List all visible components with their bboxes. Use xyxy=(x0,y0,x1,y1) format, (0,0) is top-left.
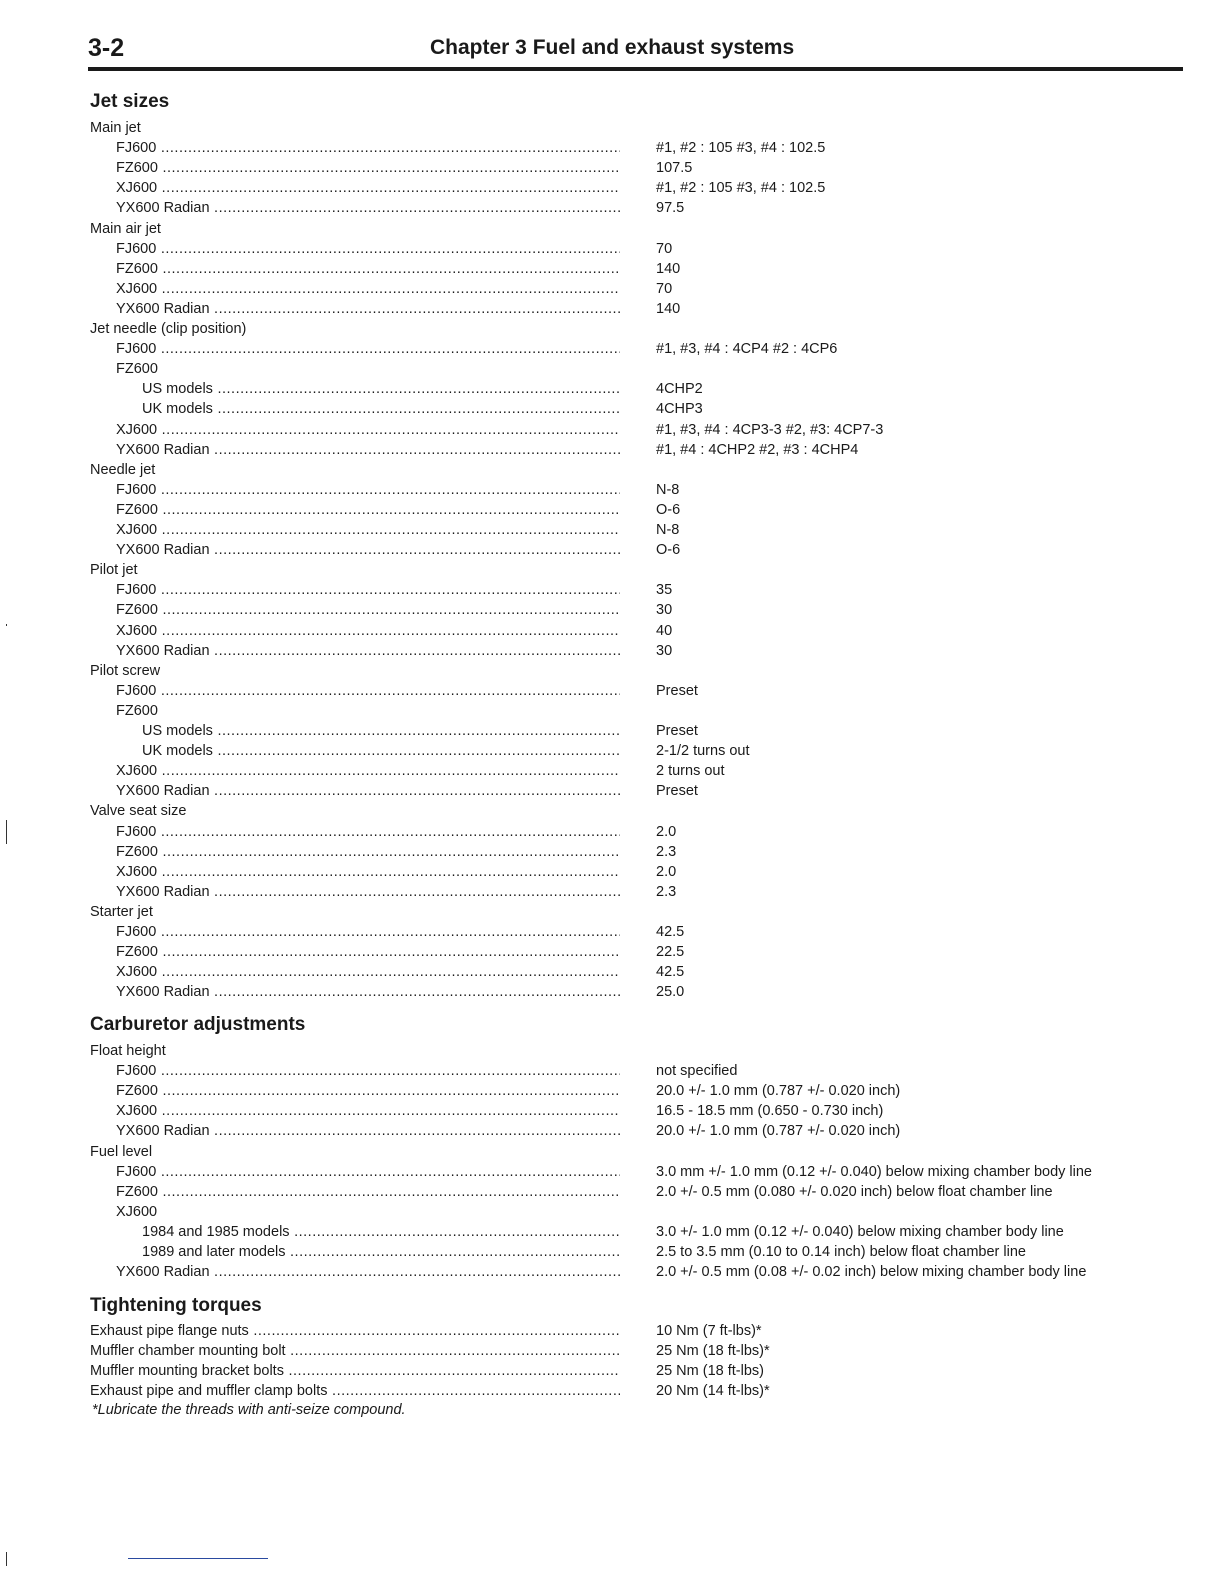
spec-label: UK models ..... xyxy=(142,399,620,419)
spec-label: XJ600 ..... xyxy=(116,761,620,781)
spec-value: 140 xyxy=(656,300,681,317)
spec-row xyxy=(0,138,1224,158)
spec-value: 4CHP2 xyxy=(656,381,703,398)
spec-label: FZ600 xyxy=(116,702,158,719)
spec-row xyxy=(0,1381,1224,1401)
spec-label: XJ600 ..... xyxy=(116,420,620,440)
spec-value: 20.0 +/- 1.0 mm (0.787 +/- 0.020 inch) xyxy=(656,1083,901,1100)
spec-label: YX600 Radian ..... xyxy=(116,198,620,218)
spec-row xyxy=(0,1202,1224,1222)
spec-value: 2.0 +/- 0.5 mm (0.08 +/- 0.02 inch) below mixing chamber body line xyxy=(656,1264,1087,1281)
spec-label: XJ600 ..... xyxy=(116,520,620,540)
spec-row xyxy=(0,560,1224,580)
spec-label: FJ600 ..... xyxy=(116,339,620,359)
spec-label: XJ600 ..... xyxy=(116,862,620,882)
spec-value: 30 xyxy=(656,602,673,619)
spec-row xyxy=(0,1121,1224,1141)
spec-row xyxy=(0,339,1224,359)
spec-value: 70 xyxy=(656,240,673,257)
spec-label: FZ600 ..... xyxy=(116,842,620,862)
spec-label: YX600 Radian ..... xyxy=(116,641,620,661)
spec-label: FJ600 ..... xyxy=(116,580,620,600)
spec-value: 35 xyxy=(656,582,673,599)
spec-value: 2.0 +/- 0.5 mm (0.080 +/- 0.020 inch) below float chamber line xyxy=(656,1183,1053,1200)
spec-row xyxy=(0,379,1224,399)
spec-row xyxy=(0,1061,1224,1081)
spec-row xyxy=(0,1041,1224,1061)
spec-row xyxy=(0,460,1224,480)
spec-label: YX600 Radian ..... xyxy=(116,299,620,319)
spec-row xyxy=(0,239,1224,259)
spec-label: FZ600 ..... xyxy=(116,158,620,178)
spec-label: Pilot jet xyxy=(90,562,138,579)
spec-row xyxy=(0,1162,1224,1182)
spec-label: FZ600 ..... xyxy=(116,259,620,279)
spec-label: YX600 Radian ..... xyxy=(116,1262,620,1282)
spec-row xyxy=(0,1081,1224,1101)
page-number: 3-2 xyxy=(88,34,125,62)
spec-label: FJ600 ..... xyxy=(116,1162,620,1182)
spec-value: O-6 xyxy=(656,501,681,518)
spec-label: FJ600 ..... xyxy=(116,480,620,500)
spec-row xyxy=(0,1182,1224,1202)
spec-label: YX600 Radian ..... xyxy=(116,440,620,460)
spec-row xyxy=(0,741,1224,761)
spec-value: 2.3 xyxy=(656,843,677,860)
spec-row xyxy=(0,500,1224,520)
spec-row xyxy=(0,842,1224,862)
spec-value: 97.5 xyxy=(656,200,685,217)
spec-row xyxy=(0,259,1224,279)
spec-label: US models ..... xyxy=(142,721,620,741)
spec-value: 2.0 xyxy=(656,823,677,840)
spec-value: 25 Nm (18 ft-lbs) xyxy=(656,1363,764,1379)
spec-label: US models ..... xyxy=(142,379,620,399)
header-rule xyxy=(88,67,1183,71)
spec-value: #1, #3, #4 : 4CP3-3 #2, #3: 4CP7-3 xyxy=(656,421,884,438)
spec-value: Preset xyxy=(656,783,698,800)
spec-row xyxy=(0,681,1224,701)
spec-row xyxy=(0,520,1224,540)
spec-value: 3.0 mm +/- 1.0 mm (0.12 +/- 0.040) below mixing chamber body line xyxy=(656,1163,1092,1180)
spec-row xyxy=(0,158,1224,178)
spec-label: 1989 and later models ..... xyxy=(142,1242,620,1262)
spec-label: XJ600 ..... xyxy=(116,962,620,982)
spec-label: Exhaust pipe and muffler clamp bolts ..... xyxy=(90,1381,620,1401)
spec-label: FZ600 ..... xyxy=(116,942,620,962)
spec-label: Valve seat size xyxy=(90,803,187,820)
spec-label: Muffler mounting bracket bolts ..... xyxy=(90,1361,620,1381)
spec-row xyxy=(0,781,1224,801)
spec-label: FJ600 ..... xyxy=(116,681,620,701)
spec-value: 16.5 - 18.5 mm (0.650 - 0.730 inch) xyxy=(656,1103,884,1120)
margin-mark xyxy=(6,1552,7,1566)
spec-row xyxy=(0,701,1224,721)
spec-value: 4CHP3 xyxy=(656,401,703,418)
spec-row xyxy=(0,118,1224,138)
spec-value: 25.0 xyxy=(656,984,685,1001)
spec-label: Fuel level xyxy=(90,1143,153,1160)
spec-row xyxy=(0,962,1224,982)
spec-row xyxy=(0,440,1224,460)
spec-label: Jet needle (clip position) xyxy=(90,321,247,337)
spec-row xyxy=(0,178,1224,198)
spec-value: 25 Nm (18 ft-lbs)* xyxy=(656,1343,770,1359)
section-title: Jet sizes xyxy=(90,91,170,112)
spec-value: 22.5 xyxy=(656,944,685,961)
spec-row xyxy=(0,279,1224,299)
spec-value: 10 Nm (7 ft-lbs)* xyxy=(656,1323,762,1339)
spec-row xyxy=(0,902,1224,922)
spec-value: 30 xyxy=(656,642,673,659)
spec-row xyxy=(0,862,1224,882)
spec-value: 2.5 to 3.5 mm (0.10 to 0.14 inch) below float chamber line xyxy=(656,1244,1026,1260)
spec-label: Main air jet xyxy=(90,220,161,237)
spec-value: 20.0 +/- 1.0 mm (0.787 +/- 0.020 inch) xyxy=(656,1123,901,1140)
spec-row xyxy=(0,942,1224,962)
spec-label: XJ600 ..... xyxy=(116,621,620,641)
spec-row xyxy=(0,1262,1224,1282)
spec-value: 140 xyxy=(656,260,681,277)
spec-value: #1, #4 : 4CHP2 #2, #3 : 4CHP4 xyxy=(656,441,859,458)
spec-value: 3.0 +/- 1.0 mm (0.12 +/- 0.040) below mixing chamber body line xyxy=(656,1223,1064,1240)
spec-value: 2.3 xyxy=(656,883,677,900)
spec-label: YX600 Radian ..... xyxy=(116,982,620,1002)
spec-row xyxy=(0,600,1224,620)
spec-value: 20 Nm (14 ft-lbs)* xyxy=(656,1383,770,1399)
spec-row xyxy=(0,982,1224,1002)
footer-rule xyxy=(128,1558,268,1559)
spec-value: 40 xyxy=(656,622,673,639)
spec-label: FZ600 ..... xyxy=(116,600,620,620)
spec-value: #1, #3, #4 : 4CP4 #2 : 4CP6 xyxy=(656,341,838,358)
spec-value: 2-1/2 turns out xyxy=(656,743,750,760)
spec-row xyxy=(0,319,1224,339)
spec-label: XJ600 ..... xyxy=(116,1101,620,1121)
spec-row xyxy=(0,922,1224,942)
spec-row xyxy=(0,1321,1224,1341)
spec-label: 1984 and 1985 models ..... xyxy=(142,1222,620,1242)
spec-row xyxy=(0,219,1224,239)
spec-label: Needle jet xyxy=(90,461,156,478)
spec-value: N-8 xyxy=(656,481,680,498)
spec-label: FJ600 ..... xyxy=(116,138,620,158)
spec-value: 107.5 xyxy=(656,160,693,177)
spec-row xyxy=(0,1341,1224,1361)
spec-row xyxy=(0,641,1224,661)
spec-row xyxy=(0,621,1224,641)
spec-row xyxy=(0,359,1224,379)
spec-row xyxy=(0,1242,1224,1262)
spec-row xyxy=(0,480,1224,500)
spec-label: FZ600 xyxy=(116,361,158,378)
spec-value: 70 xyxy=(656,280,673,297)
margin-mark xyxy=(6,820,7,844)
spec-row xyxy=(0,661,1224,681)
spec-value: #1, #2 : 105 #3, #4 : 102.5 xyxy=(656,140,826,157)
spec-label: XJ600 xyxy=(116,1203,158,1220)
spec-label: FZ600 ..... xyxy=(116,500,620,520)
chapter-title: Chapter 3 Fuel and exhaust systems xyxy=(430,36,795,59)
spec-value: 42.5 xyxy=(656,964,685,981)
spec-label: Float height xyxy=(90,1043,166,1059)
spec-label: YX600 Radian ..... xyxy=(116,1121,620,1141)
spec-value: 2.0 xyxy=(656,863,677,880)
spec-value: 42.5 xyxy=(656,924,685,940)
spec-row xyxy=(0,1142,1224,1162)
spec-row xyxy=(0,1222,1224,1242)
spec-label: YX600 Radian ..... xyxy=(116,781,620,801)
spec-label: Starter jet xyxy=(90,903,153,920)
spec-label: Main jet xyxy=(90,120,141,136)
spec-value: 2 turns out xyxy=(656,763,725,780)
spec-label: Pilot screw xyxy=(90,662,161,679)
spec-row xyxy=(0,1361,1224,1381)
spec-value: O-6 xyxy=(656,542,681,559)
spec-value: Preset xyxy=(656,682,698,699)
spec-row xyxy=(0,299,1224,319)
spec-label: FJ600 ..... xyxy=(116,822,620,842)
spec-row xyxy=(0,721,1224,741)
section-title: Carburetor adjustments xyxy=(90,1014,306,1035)
spec-label: FJ600 ..... xyxy=(116,239,620,259)
spec-label: XJ600 ..... xyxy=(116,178,620,198)
spec-label: UK models ..... xyxy=(142,741,620,761)
spec-label: Exhaust pipe flange nuts ..... xyxy=(90,1321,620,1341)
spec-label: FZ600 ..... xyxy=(116,1182,620,1202)
margin-mark xyxy=(6,624,7,626)
spec-label: YX600 Radian ..... xyxy=(116,882,620,902)
spec-row xyxy=(0,580,1224,600)
spec-row xyxy=(0,540,1224,560)
spec-value: Preset xyxy=(656,723,698,739)
spec-row xyxy=(0,761,1224,781)
spec-value: N-8 xyxy=(656,522,680,538)
spec-label: YX600 Radian ..... xyxy=(116,540,620,560)
spec-label: FJ600 ..... xyxy=(116,1061,620,1081)
spec-row xyxy=(0,399,1224,419)
spec-label: FZ600 ..... xyxy=(116,1081,620,1101)
spec-row xyxy=(0,882,1224,902)
spec-value: #1, #2 : 105 #3, #4 : 102.5 xyxy=(656,180,826,197)
spec-row xyxy=(0,801,1224,821)
spec-row xyxy=(0,198,1224,218)
spec-row xyxy=(0,1101,1224,1121)
spec-row xyxy=(0,420,1224,440)
section-title: Tightening torques xyxy=(90,1295,262,1316)
spec-label: XJ600 ..... xyxy=(116,279,620,299)
spec-label: FJ600 ..... xyxy=(116,922,620,942)
spec-label: Muffler chamber mounting bolt ..... xyxy=(90,1341,620,1361)
spec-row xyxy=(0,822,1224,842)
footnote: *Lubricate the threads with anti-seize compound. xyxy=(92,1402,406,1418)
page-header xyxy=(88,32,1183,72)
spec-value: not specified xyxy=(656,1063,738,1080)
